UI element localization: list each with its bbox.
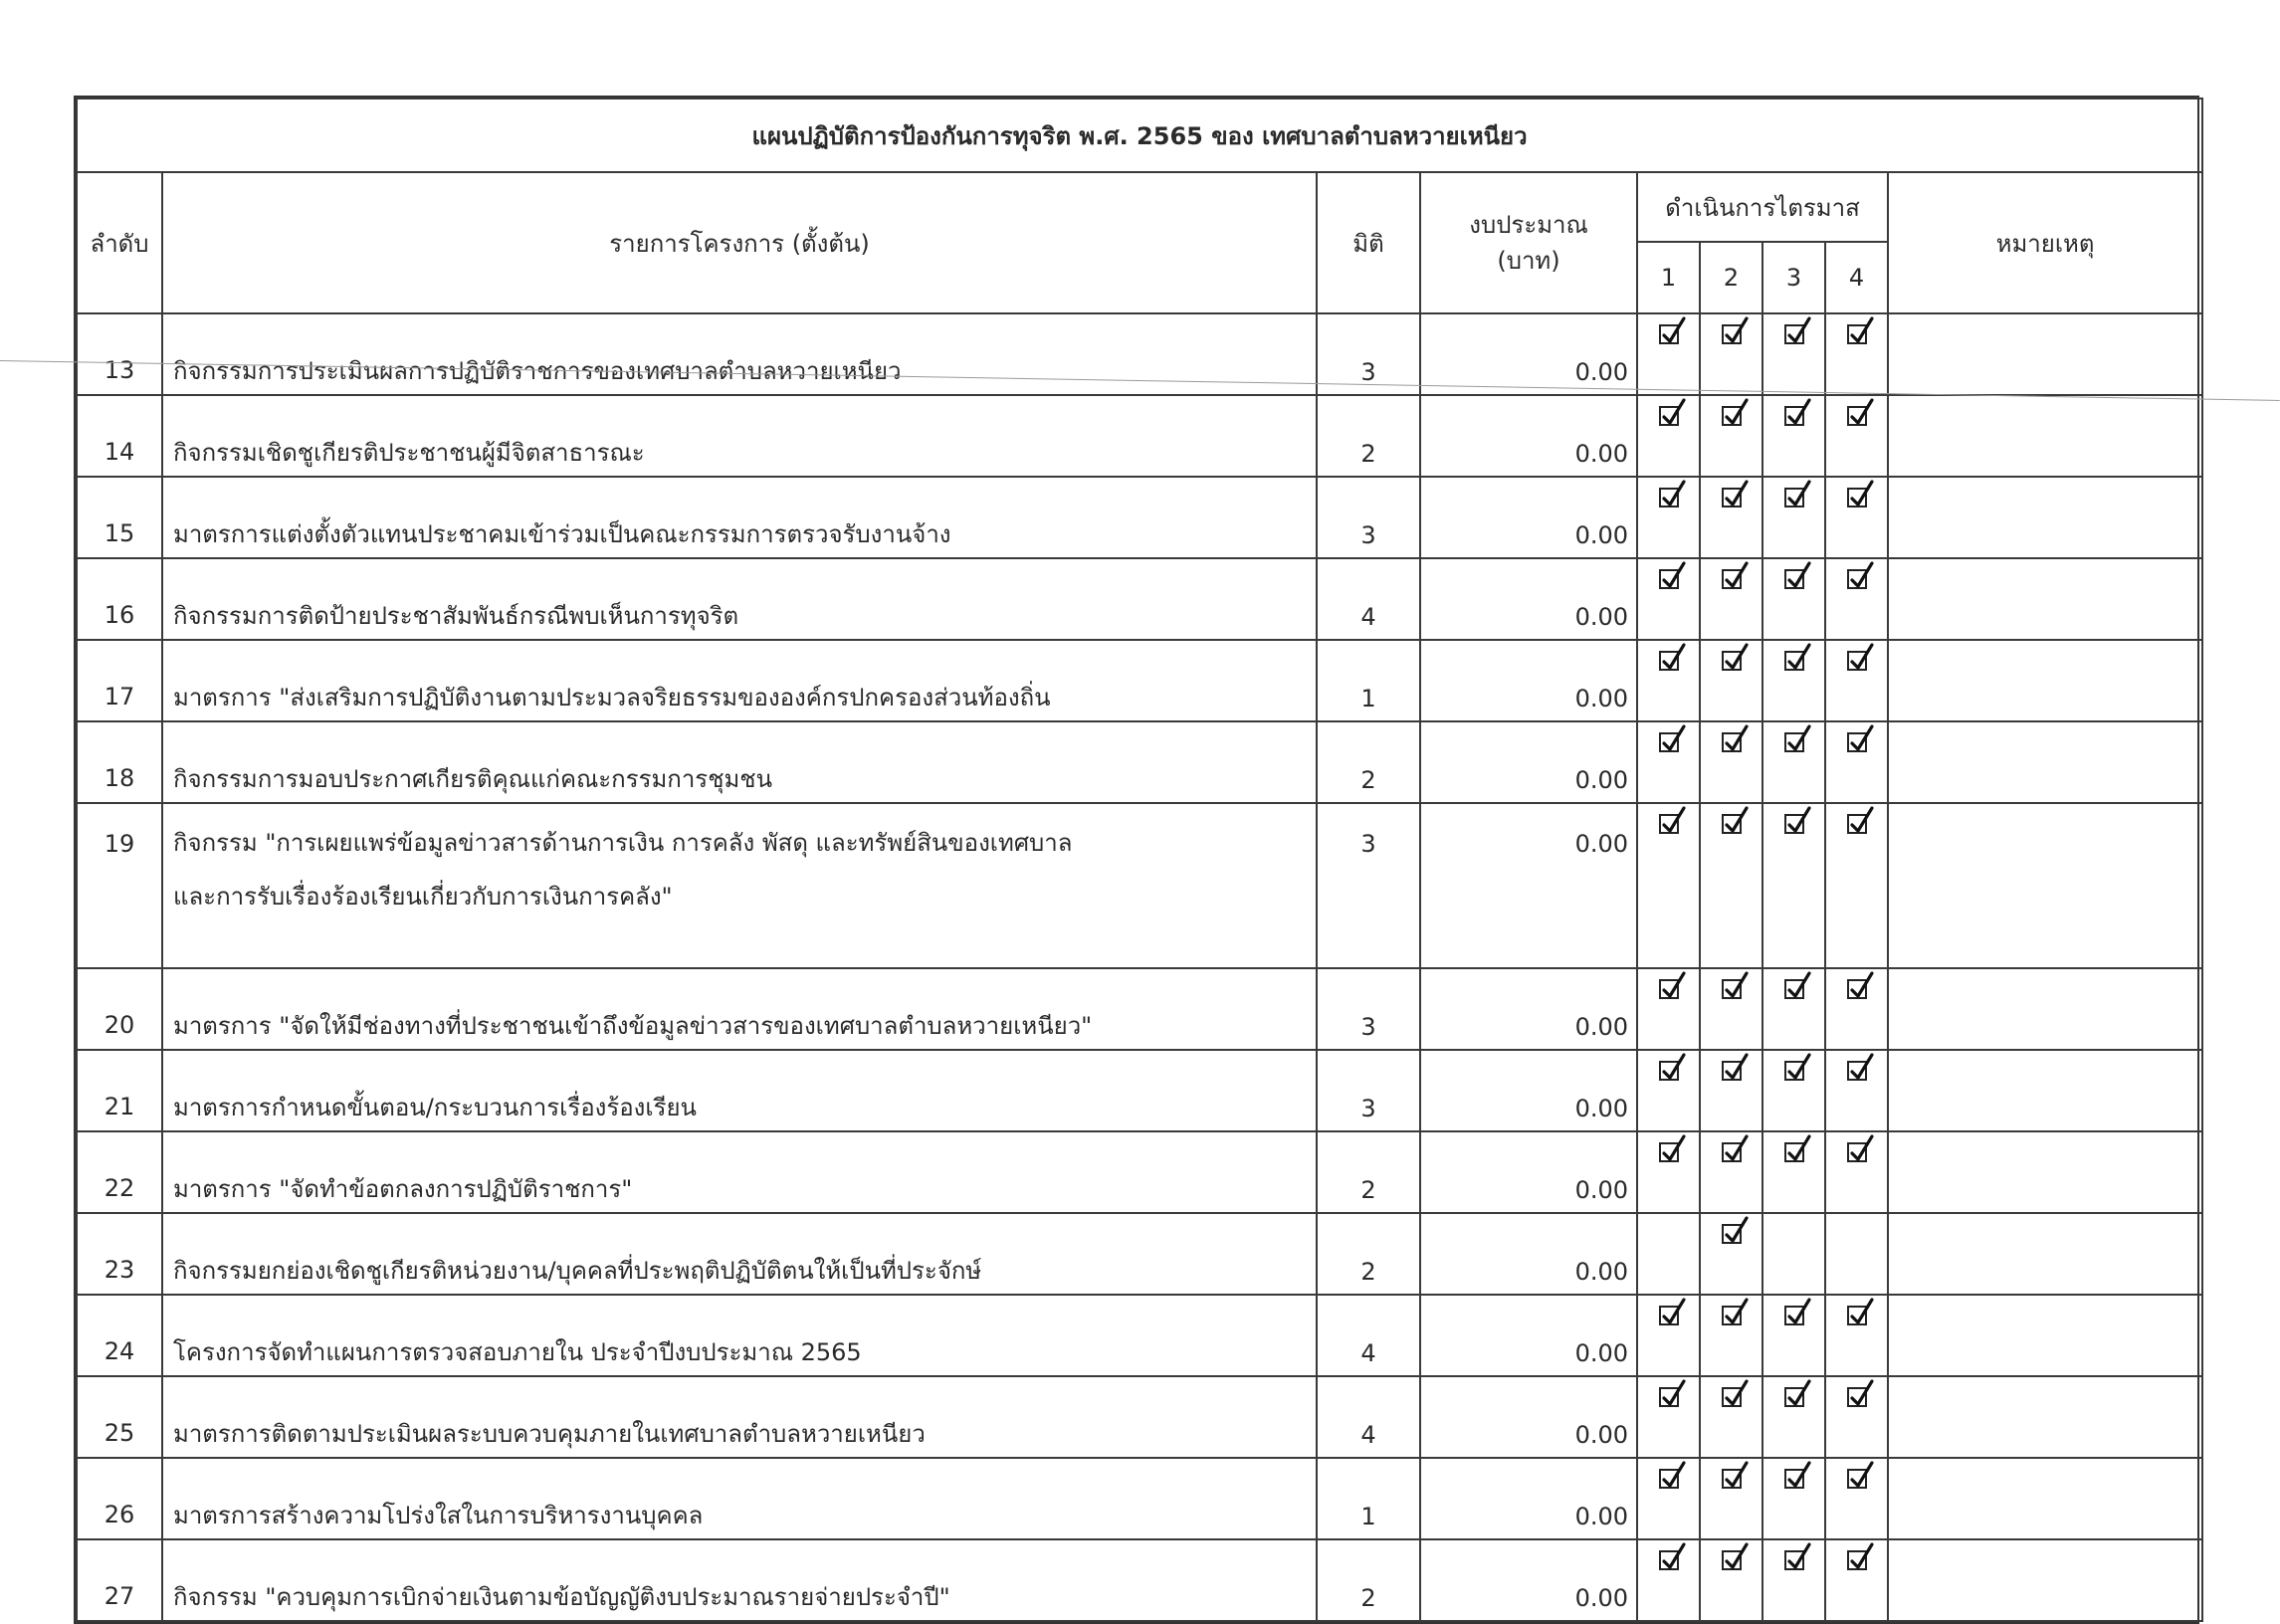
checked-box-icon bbox=[1847, 569, 1867, 589]
checked-box-icon bbox=[1722, 979, 1742, 999]
checked-box-icon bbox=[1659, 651, 1679, 671]
checked-box-icon bbox=[1784, 732, 1804, 752]
checked-box-icon bbox=[1659, 1061, 1679, 1081]
checked-box-icon bbox=[1659, 406, 1679, 426]
quarter-2-cell bbox=[1700, 1050, 1762, 1131]
dimension-value: 2 bbox=[1317, 721, 1420, 803]
checked-box-icon bbox=[1784, 651, 1804, 671]
checked-box-icon bbox=[1847, 1387, 1867, 1407]
quarter-2-cell bbox=[1700, 721, 1762, 803]
remark-cell bbox=[1888, 1376, 2202, 1458]
checked-box-icon bbox=[1659, 324, 1679, 344]
checked-box-icon bbox=[1722, 324, 1742, 344]
quarter-1-cell bbox=[1637, 640, 1700, 721]
budget-value: 0.00 bbox=[1420, 1131, 1637, 1213]
dimension-value: 2 bbox=[1317, 1539, 1420, 1621]
remark-cell bbox=[1888, 1213, 2202, 1295]
plan-table bbox=[76, 98, 2203, 1622]
budget-value: 0.00 bbox=[1420, 313, 1637, 395]
dimension-value: 3 bbox=[1317, 968, 1420, 1050]
project-name-cell bbox=[162, 968, 1317, 1050]
project-name: มาตรการแต่งตั้งตัวแทนประชาคมเข้าร่วมเป็นคณะกรรมการตรวจรับงานจ้าง bbox=[173, 519, 951, 548]
project-name-cell bbox=[162, 1131, 1317, 1213]
quarter-3-cell bbox=[1762, 1050, 1825, 1131]
remark-cell bbox=[1888, 1295, 2202, 1376]
project-name-cell bbox=[162, 1295, 1317, 1376]
remark-cell bbox=[1888, 313, 2202, 395]
table-row bbox=[77, 1295, 2202, 1376]
quarter-2-cell bbox=[1700, 313, 1762, 395]
quarter-1-cell bbox=[1637, 395, 1700, 477]
header-budget-line1: งบประมาณ bbox=[1469, 211, 1588, 239]
project-name-cell bbox=[162, 1213, 1317, 1295]
remark-cell bbox=[1888, 558, 2202, 640]
row-number: 21 bbox=[77, 1050, 162, 1131]
remark-cell bbox=[1888, 721, 2202, 803]
quarter-3-cell bbox=[1762, 477, 1825, 558]
remark-cell bbox=[1888, 640, 2202, 721]
quarter-1-cell bbox=[1637, 803, 1700, 968]
quarter-1-cell bbox=[1637, 1213, 1700, 1295]
checked-box-icon bbox=[1847, 488, 1867, 508]
quarter-1-cell bbox=[1637, 1295, 1700, 1376]
project-name: มาตรการ "จัดทำข้อตกลงการปฏิบัติราชการ" bbox=[173, 1174, 633, 1203]
quarter-3-cell bbox=[1762, 1213, 1825, 1295]
budget-value: 0.00 bbox=[1420, 1458, 1637, 1539]
quarter-2-cell bbox=[1700, 803, 1762, 968]
checked-box-icon bbox=[1722, 651, 1742, 671]
checked-box-icon bbox=[1784, 1387, 1804, 1407]
project-name: กิจกรรมการประเมินผลการปฏิบัติราชการของเทศบาลตำบลหวายเหนียว bbox=[173, 356, 902, 385]
checked-box-icon bbox=[1784, 814, 1804, 834]
checked-box-icon bbox=[1784, 1306, 1804, 1325]
quarter-2-cell bbox=[1700, 477, 1762, 558]
checked-box-icon bbox=[1847, 979, 1867, 999]
checked-box-icon bbox=[1847, 814, 1867, 834]
quarter-2-cell bbox=[1700, 640, 1762, 721]
document-title: แผนปฏิบัติการป้องกันการทุจริต พ.ศ. 2565 ของ เทศบาลตำบลหวายเหนียว bbox=[77, 99, 2202, 172]
checked-box-icon bbox=[1847, 1061, 1867, 1081]
checked-box-icon bbox=[1784, 1550, 1804, 1570]
project-name-cell bbox=[162, 1458, 1317, 1539]
table-row bbox=[77, 968, 2202, 1050]
row-number: 17 bbox=[77, 640, 162, 721]
table-row bbox=[77, 558, 2202, 640]
row-number: 22 bbox=[77, 1131, 162, 1213]
table-row bbox=[77, 1131, 2202, 1213]
quarter-3-cell bbox=[1762, 1539, 1825, 1621]
project-name: มาตรการ "จัดให้มีช่องทางที่ประชาชนเข้าถึงข้อมูลข่าวสารของเทศบาลตำบลหวายเหนียว" bbox=[173, 1011, 1093, 1040]
project-name: กิจกรรมยกย่องเชิดชูเกียรติหน่วยงาน/บุคคลที่ประพฤติปฏิบัติตนให้เป็นที่ประจักษ์ bbox=[173, 1256, 982, 1285]
quarter-1-cell bbox=[1637, 721, 1700, 803]
quarter-2-cell bbox=[1700, 1458, 1762, 1539]
quarter-4-cell bbox=[1825, 1458, 1888, 1539]
project-name-cell bbox=[162, 721, 1317, 803]
checked-box-icon bbox=[1847, 651, 1867, 671]
checked-box-icon bbox=[1784, 1469, 1804, 1489]
header-q2: 2 bbox=[1700, 242, 1762, 313]
dimension-value: 3 bbox=[1317, 477, 1420, 558]
table-row bbox=[77, 477, 2202, 558]
checked-box-icon bbox=[1659, 732, 1679, 752]
table-row bbox=[77, 1213, 2202, 1295]
row-number: 19 bbox=[77, 803, 162, 968]
project-name: กิจกรรม "ควบคุมการเบิกจ่ายเงินตามข้อบัญญัติงบประมาณรายจ่ายประจำปี" bbox=[173, 1582, 950, 1611]
quarter-3-cell bbox=[1762, 313, 1825, 395]
checked-box-icon bbox=[1659, 1142, 1679, 1162]
quarter-1-cell bbox=[1637, 968, 1700, 1050]
row-number: 27 bbox=[77, 1539, 162, 1621]
budget-value: 0.00 bbox=[1420, 1376, 1637, 1458]
checked-box-icon bbox=[1847, 406, 1867, 426]
header-budget-line2: (บาท) bbox=[1497, 247, 1560, 275]
dimension-value: 2 bbox=[1317, 1131, 1420, 1213]
checked-box-icon bbox=[1722, 1387, 1742, 1407]
table-row bbox=[77, 1050, 2202, 1131]
quarter-2-cell bbox=[1700, 1295, 1762, 1376]
quarter-4-cell bbox=[1825, 477, 1888, 558]
project-name: กิจกรรมเชิดชูเกียรติประชาชนผู้มีจิตสาธารณะ bbox=[173, 438, 645, 467]
budget-value: 0.00 bbox=[1420, 640, 1637, 721]
remark-cell bbox=[1888, 477, 2202, 558]
table-row bbox=[77, 1539, 2202, 1621]
checked-box-icon bbox=[1722, 1061, 1742, 1081]
quarter-2-cell bbox=[1700, 1376, 1762, 1458]
checked-box-icon bbox=[1722, 732, 1742, 752]
quarter-1-cell bbox=[1637, 477, 1700, 558]
quarter-2-cell bbox=[1700, 1213, 1762, 1295]
table-row bbox=[77, 721, 2202, 803]
checked-box-icon bbox=[1659, 1469, 1679, 1489]
quarter-4-cell bbox=[1825, 1376, 1888, 1458]
quarter-1-cell bbox=[1637, 1131, 1700, 1213]
header-dimension: มิติ bbox=[1317, 172, 1420, 313]
header-q4: 4 bbox=[1825, 242, 1888, 313]
quarter-1-cell bbox=[1637, 1458, 1700, 1539]
row-number: 13 bbox=[77, 313, 162, 395]
checked-box-icon bbox=[1784, 979, 1804, 999]
quarter-4-cell bbox=[1825, 313, 1888, 395]
quarter-1-cell bbox=[1637, 1539, 1700, 1621]
table-row bbox=[77, 313, 2202, 395]
row-number: 23 bbox=[77, 1213, 162, 1295]
quarter-3-cell bbox=[1762, 721, 1825, 803]
row-number: 14 bbox=[77, 395, 162, 477]
table-row bbox=[77, 395, 2202, 477]
table-row bbox=[77, 1458, 2202, 1539]
dimension-value: 3 bbox=[1317, 803, 1420, 968]
plan-sheet bbox=[74, 96, 2199, 1624]
project-name: กิจกรรม "การเผยแพร่ข้อมูลข่าวสารด้านการเงิน การคลัง พัสดุ และทรัพย์สินของเทศบาล bbox=[173, 829, 1073, 857]
dimension-value: 3 bbox=[1317, 1050, 1420, 1131]
project-name-cell bbox=[162, 640, 1317, 721]
budget-value: 0.00 bbox=[1420, 721, 1637, 803]
table-row bbox=[77, 803, 2202, 968]
project-name: กิจกรรมการมอบประกาศเกียรติคุณแก่คณะกรรมการชุมชน bbox=[173, 764, 772, 793]
checked-box-icon bbox=[1659, 1306, 1679, 1325]
project-name-cell bbox=[162, 477, 1317, 558]
quarter-1-cell bbox=[1637, 313, 1700, 395]
quarter-2-cell bbox=[1700, 395, 1762, 477]
checked-box-icon bbox=[1784, 569, 1804, 589]
row-number: 24 bbox=[77, 1295, 162, 1376]
checked-box-icon bbox=[1659, 814, 1679, 834]
quarter-2-cell bbox=[1700, 1131, 1762, 1213]
checked-box-icon bbox=[1847, 732, 1867, 752]
quarter-4-cell bbox=[1825, 1050, 1888, 1131]
budget-value: 0.00 bbox=[1420, 803, 1637, 968]
checked-box-icon bbox=[1847, 1469, 1867, 1489]
header-quarters: ดำเนินการไตรมาส bbox=[1637, 172, 1888, 242]
budget-value: 0.00 bbox=[1420, 1295, 1637, 1376]
quarter-4-cell bbox=[1825, 968, 1888, 1050]
quarter-4-cell bbox=[1825, 640, 1888, 721]
dimension-value: 2 bbox=[1317, 1213, 1420, 1295]
quarter-1-cell bbox=[1637, 1050, 1700, 1131]
budget-value: 0.00 bbox=[1420, 1213, 1637, 1295]
checked-box-icon bbox=[1659, 1387, 1679, 1407]
quarter-3-cell bbox=[1762, 1458, 1825, 1539]
budget-value: 0.00 bbox=[1420, 1050, 1637, 1131]
quarter-3-cell bbox=[1762, 968, 1825, 1050]
checked-box-icon bbox=[1847, 1550, 1867, 1570]
dimension-value: 1 bbox=[1317, 1458, 1420, 1539]
header-remark: หมายเหตุ bbox=[1888, 172, 2202, 313]
quarter-2-cell bbox=[1700, 558, 1762, 640]
quarter-4-cell bbox=[1825, 803, 1888, 968]
project-name-cell bbox=[162, 313, 1317, 395]
project-name: กิจกรรมการติดป้ายประชาสัมพันธ์กรณีพบเห็นการทุจริต bbox=[173, 601, 739, 630]
checked-box-icon bbox=[1659, 1550, 1679, 1570]
dimension-value: 4 bbox=[1317, 1376, 1420, 1458]
project-name-cell bbox=[162, 803, 1317, 968]
checked-box-icon bbox=[1722, 488, 1742, 508]
quarter-4-cell bbox=[1825, 1295, 1888, 1376]
header-budget bbox=[1420, 172, 1637, 313]
quarter-1-cell bbox=[1637, 558, 1700, 640]
project-name: โครงการจัดทำแผนการตรวจสอบภายใน ประจำปีงบประมาณ 2565 bbox=[173, 1337, 862, 1366]
checked-box-icon bbox=[1847, 1142, 1867, 1162]
quarter-4-cell bbox=[1825, 1539, 1888, 1621]
project-name-cell bbox=[162, 1376, 1317, 1458]
project-name-cell bbox=[162, 1050, 1317, 1131]
project-name: มาตรการสร้างความโปร่งใสในการบริหารงานบุคคล bbox=[173, 1501, 704, 1529]
quarter-4-cell bbox=[1825, 721, 1888, 803]
header-q1: 1 bbox=[1637, 242, 1700, 313]
project-name-cell bbox=[162, 558, 1317, 640]
checked-box-icon bbox=[1784, 1142, 1804, 1162]
row-number: 18 bbox=[77, 721, 162, 803]
checked-box-icon bbox=[1722, 1306, 1742, 1325]
quarter-3-cell bbox=[1762, 1295, 1825, 1376]
quarter-4-cell bbox=[1825, 1131, 1888, 1213]
quarter-4-cell bbox=[1825, 1213, 1888, 1295]
budget-value: 0.00 bbox=[1420, 558, 1637, 640]
budget-value: 0.00 bbox=[1420, 395, 1637, 477]
checked-box-icon bbox=[1659, 569, 1679, 589]
project-name-continued: และการรับเรื่องร้องเรียนเกี่ยวกับการเงินการคลัง" bbox=[173, 883, 673, 912]
checked-box-icon bbox=[1659, 488, 1679, 508]
budget-value: 0.00 bbox=[1420, 1539, 1637, 1621]
budget-value: 0.00 bbox=[1420, 477, 1637, 558]
remark-cell bbox=[1888, 1458, 2202, 1539]
remark-cell bbox=[1888, 1539, 2202, 1621]
project-name: มาตรการติดตามประเมินผลระบบควบคุมภายในเทศบาลตำบลหวายเหนียว bbox=[173, 1419, 926, 1448]
table-row bbox=[77, 640, 2202, 721]
quarter-1-cell bbox=[1637, 1376, 1700, 1458]
quarter-3-cell bbox=[1762, 803, 1825, 968]
dimension-value: 3 bbox=[1317, 313, 1420, 395]
checked-box-icon bbox=[1722, 406, 1742, 426]
quarter-3-cell bbox=[1762, 640, 1825, 721]
header-no: ลำดับ bbox=[77, 172, 162, 313]
project-name: มาตรการ "ส่งเสริมการปฏิบัติงานตามประมวลจริยธรรมขององค์กรปกครองส่วนท้องถิ่น bbox=[173, 683, 1051, 711]
quarter-4-cell bbox=[1825, 558, 1888, 640]
dimension-value: 4 bbox=[1317, 558, 1420, 640]
quarter-2-cell bbox=[1700, 968, 1762, 1050]
project-name-cell bbox=[162, 395, 1317, 477]
checked-box-icon bbox=[1784, 324, 1804, 344]
checked-box-icon bbox=[1722, 1224, 1742, 1244]
row-number: 26 bbox=[77, 1458, 162, 1539]
table-body bbox=[77, 313, 2202, 1621]
remark-cell bbox=[1888, 395, 2202, 477]
checked-box-icon bbox=[1847, 1306, 1867, 1325]
checked-box-icon bbox=[1722, 1550, 1742, 1570]
row-number: 20 bbox=[77, 968, 162, 1050]
row-number: 16 bbox=[77, 558, 162, 640]
row-number: 25 bbox=[77, 1376, 162, 1458]
checked-box-icon bbox=[1784, 488, 1804, 508]
dimension-value: 4 bbox=[1317, 1295, 1420, 1376]
remark-cell bbox=[1888, 968, 2202, 1050]
header-project: รายการโครงการ (ตั้งต้น) bbox=[162, 172, 1317, 313]
dimension-value: 2 bbox=[1317, 395, 1420, 477]
quarter-4-cell bbox=[1825, 395, 1888, 477]
remark-cell bbox=[1888, 1131, 2202, 1213]
checked-box-icon bbox=[1722, 1469, 1742, 1489]
checked-box-icon bbox=[1784, 1061, 1804, 1081]
dimension-value: 1 bbox=[1317, 640, 1420, 721]
row-number: 15 bbox=[77, 477, 162, 558]
quarter-3-cell bbox=[1762, 1376, 1825, 1458]
checked-box-icon bbox=[1722, 814, 1742, 834]
remark-cell bbox=[1888, 803, 2202, 968]
quarter-2-cell bbox=[1700, 1539, 1762, 1621]
quarter-3-cell bbox=[1762, 558, 1825, 640]
header-q3: 3 bbox=[1762, 242, 1825, 313]
quarter-3-cell bbox=[1762, 1131, 1825, 1213]
checked-box-icon bbox=[1659, 979, 1679, 999]
table-row bbox=[77, 1376, 2202, 1458]
checked-box-icon bbox=[1722, 1142, 1742, 1162]
project-name-cell bbox=[162, 1539, 1317, 1621]
budget-value: 0.00 bbox=[1420, 968, 1637, 1050]
remark-cell bbox=[1888, 1050, 2202, 1131]
quarter-3-cell bbox=[1762, 395, 1825, 477]
checked-box-icon bbox=[1784, 406, 1804, 426]
checked-box-icon bbox=[1847, 324, 1867, 344]
checked-box-icon bbox=[1722, 569, 1742, 589]
project-name: มาตรการกำหนดขั้นตอน/กระบวนการเรื่องร้องเรียน bbox=[173, 1093, 697, 1121]
